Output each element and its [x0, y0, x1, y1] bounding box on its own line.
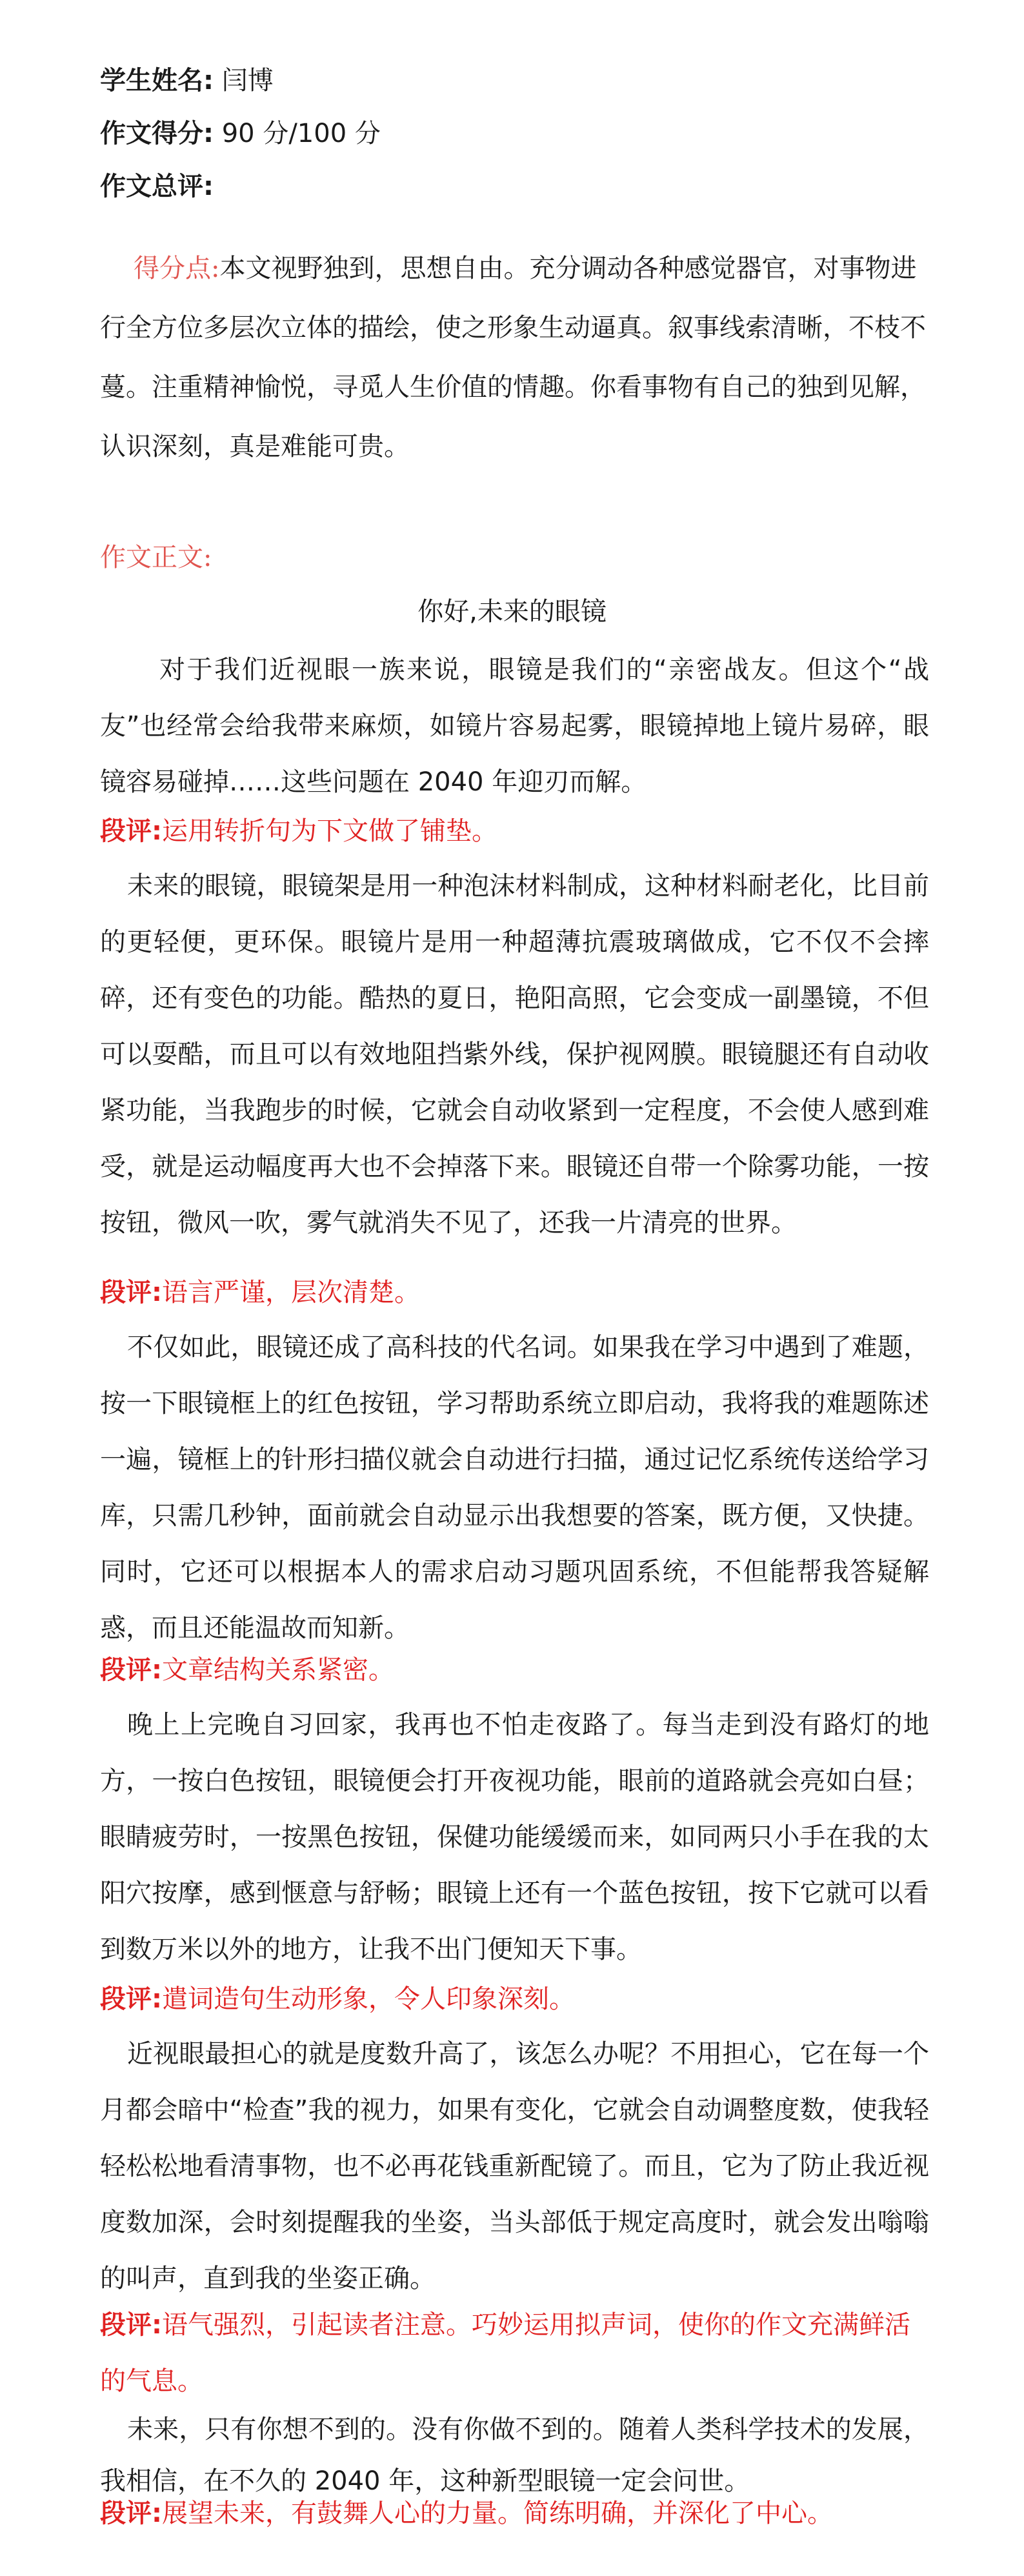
paragraph-comment-5 — [100, 2297, 929, 2410]
overall-comment-text: 本文视野独到，思想自由。充分调动各种感觉器官，对事物进行全方位多层次立体的描绘，使之形象生动逼真。叙事线索清晰，不枝不蔓。注重精神愉悦，寻觅人生价值的情趣。你看事物有自己的独到见解，认识深刻，真是难能可贵。 — [100, 254, 926, 461]
essay-paragraph-4: 晚上上完晚自习回家，我再也不怕走夜路了。每当走到没有路灯的地方，一按白色按钮，眼镜便会打开夜视功能，眼前的道路就会亮如白昼；眼睛疲劳时，一按黑色按钮，保健功能缓缓而来，如同两只小手在我的太阳穴按摩，感到惬意与舒畅；眼镜上还有一个蓝色按钮，按下它就可以看到数万米以外的地方，让我不出门便知天下事。 — [100, 1710, 929, 1964]
student-name-row — [100, 61, 274, 100]
paragraph-comment-label: 段评: — [100, 2310, 162, 2340]
paragraph-comment-label: 段评: — [100, 1655, 162, 1685]
essay-paragraph-6: 未来，只有你想不到的。没有你做不到的。随着人类科学技术的发展，我相信，在不久的 2040 年，这种新型眼镜一定会问世。 — [100, 2415, 929, 2496]
student-name-label: 学生姓名: — [100, 66, 214, 96]
paragraph-comment-text: 语言严谨，层次清楚。 — [162, 1278, 420, 1307]
paragraph-comment-text: 语气强烈，引起读者注意。巧妙运用拟声词，使你的作文充满鲜活的气息。 — [100, 2310, 910, 2396]
student-name-value: 闫博 — [221, 66, 274, 96]
paragraph-comment-3 — [100, 1642, 929, 1698]
paragraph-comment-text: 文章结构关系紧密。 — [162, 1655, 394, 1685]
score-row — [100, 114, 381, 153]
overall-comment-label: 作文总评: — [100, 172, 214, 201]
paragraph-comment-text: 运用转折句为下文做了铺垫。 — [162, 816, 497, 846]
paragraph-comment-text: 遣词造句生动形象，令人印象深刻。 — [162, 1984, 575, 2014]
score-points-label: 得分点: — [134, 254, 220, 283]
paragraph-comment-text: 展望未来，有鼓舞人心的力量。简练明确，并深化了中心。 — [162, 2499, 833, 2528]
essay-paragraph-2: 未来的眼镜，眼镜架是用一种泡沫材料制成，这种材料耐老化，比目前的更轻便，更环保。眼镜片是用一种超薄抗震玻璃做成，它不仅不会摔碎，还有变色的功能。酷热的夏日，艳阳高照，它会变成一副墨镜，不但可以耍酷，而且可以有效地阻挡紫外线，保护视网膜。眼镜腿还有自动收紧功能，当我跑步的时候，它就会自动收紧到一定程度，不会使人感到难受，就是运动幅度再大也不会掉落下来。眼镜还自带一个除雾功能，一按按钮，微风一吹，雾气就消失不见了，还我一片清亮的世界。 — [100, 871, 929, 1238]
paragraph-comment-label: 段评: — [100, 1984, 162, 2014]
score-label: 作文得分: — [100, 119, 214, 148]
score-value: 90 分/100 分 — [221, 119, 381, 148]
paragraph-comment-label: 段评: — [100, 816, 162, 846]
essay-paragraph-1: 对于我们近视眼一族来说，眼镜是我们的“亲密战友。但这个“战友”也经常会给我带来麻烦，如镜片容易起雾，眼镜掉地上镜片易碎，眼镜容易碰掉……这些问题在 2040 年迎刃而解。 — [100, 655, 929, 797]
essay-section-label: 作文正文: — [100, 543, 212, 572]
essay-title: 你好,未来的眼镜 — [417, 597, 607, 627]
paragraph-comment-2 — [100, 1265, 929, 1321]
overall-comment-heading — [100, 167, 214, 206]
essay-paragraph-5: 近视眼最担心的就是度数升高了，该怎么办呢？不用担心，它在每一个月都会暗中“检查”我的视力，如果有变化，它就会自动调整度数，使我轻轻松松地看清事物，也不必再花钱重新配镜了。而且，它为了防止我近视度数加深，会时刻提醒我的坐姿，当头部低于规定高度时，就会发出嗡嗡的叫声，直到我的坐姿正确。 — [100, 2039, 929, 2293]
paragraph-comment-label: 段评: — [100, 2499, 162, 2528]
paragraph-comment-4 — [100, 1971, 929, 2028]
paragraph-comment-label: 段评: — [100, 1278, 162, 1307]
paragraph-comment-6 — [100, 2491, 929, 2536]
overall-comment — [100, 239, 929, 476]
paragraph-comment-1 — [100, 803, 929, 860]
essay-paragraph-3: 不仅如此，眼镜还成了高科技的代名词。如果我在学习中遇到了难题，按一下眼镜框上的红色按钮，学习帮助系统立即启动，我将我的难题陈述一遍，镜框上的针形扫描仪就会自动进行扫描，通过记忆系统传送给学习库，只需几秒钟，面前就会自动显示出我想要的答案，既方便，又快捷。同时，它还可以根据本人的需求启动习题巩固系统，不但能帮我答疑解惑，而且还能温故而知新。 — [100, 1333, 929, 1643]
